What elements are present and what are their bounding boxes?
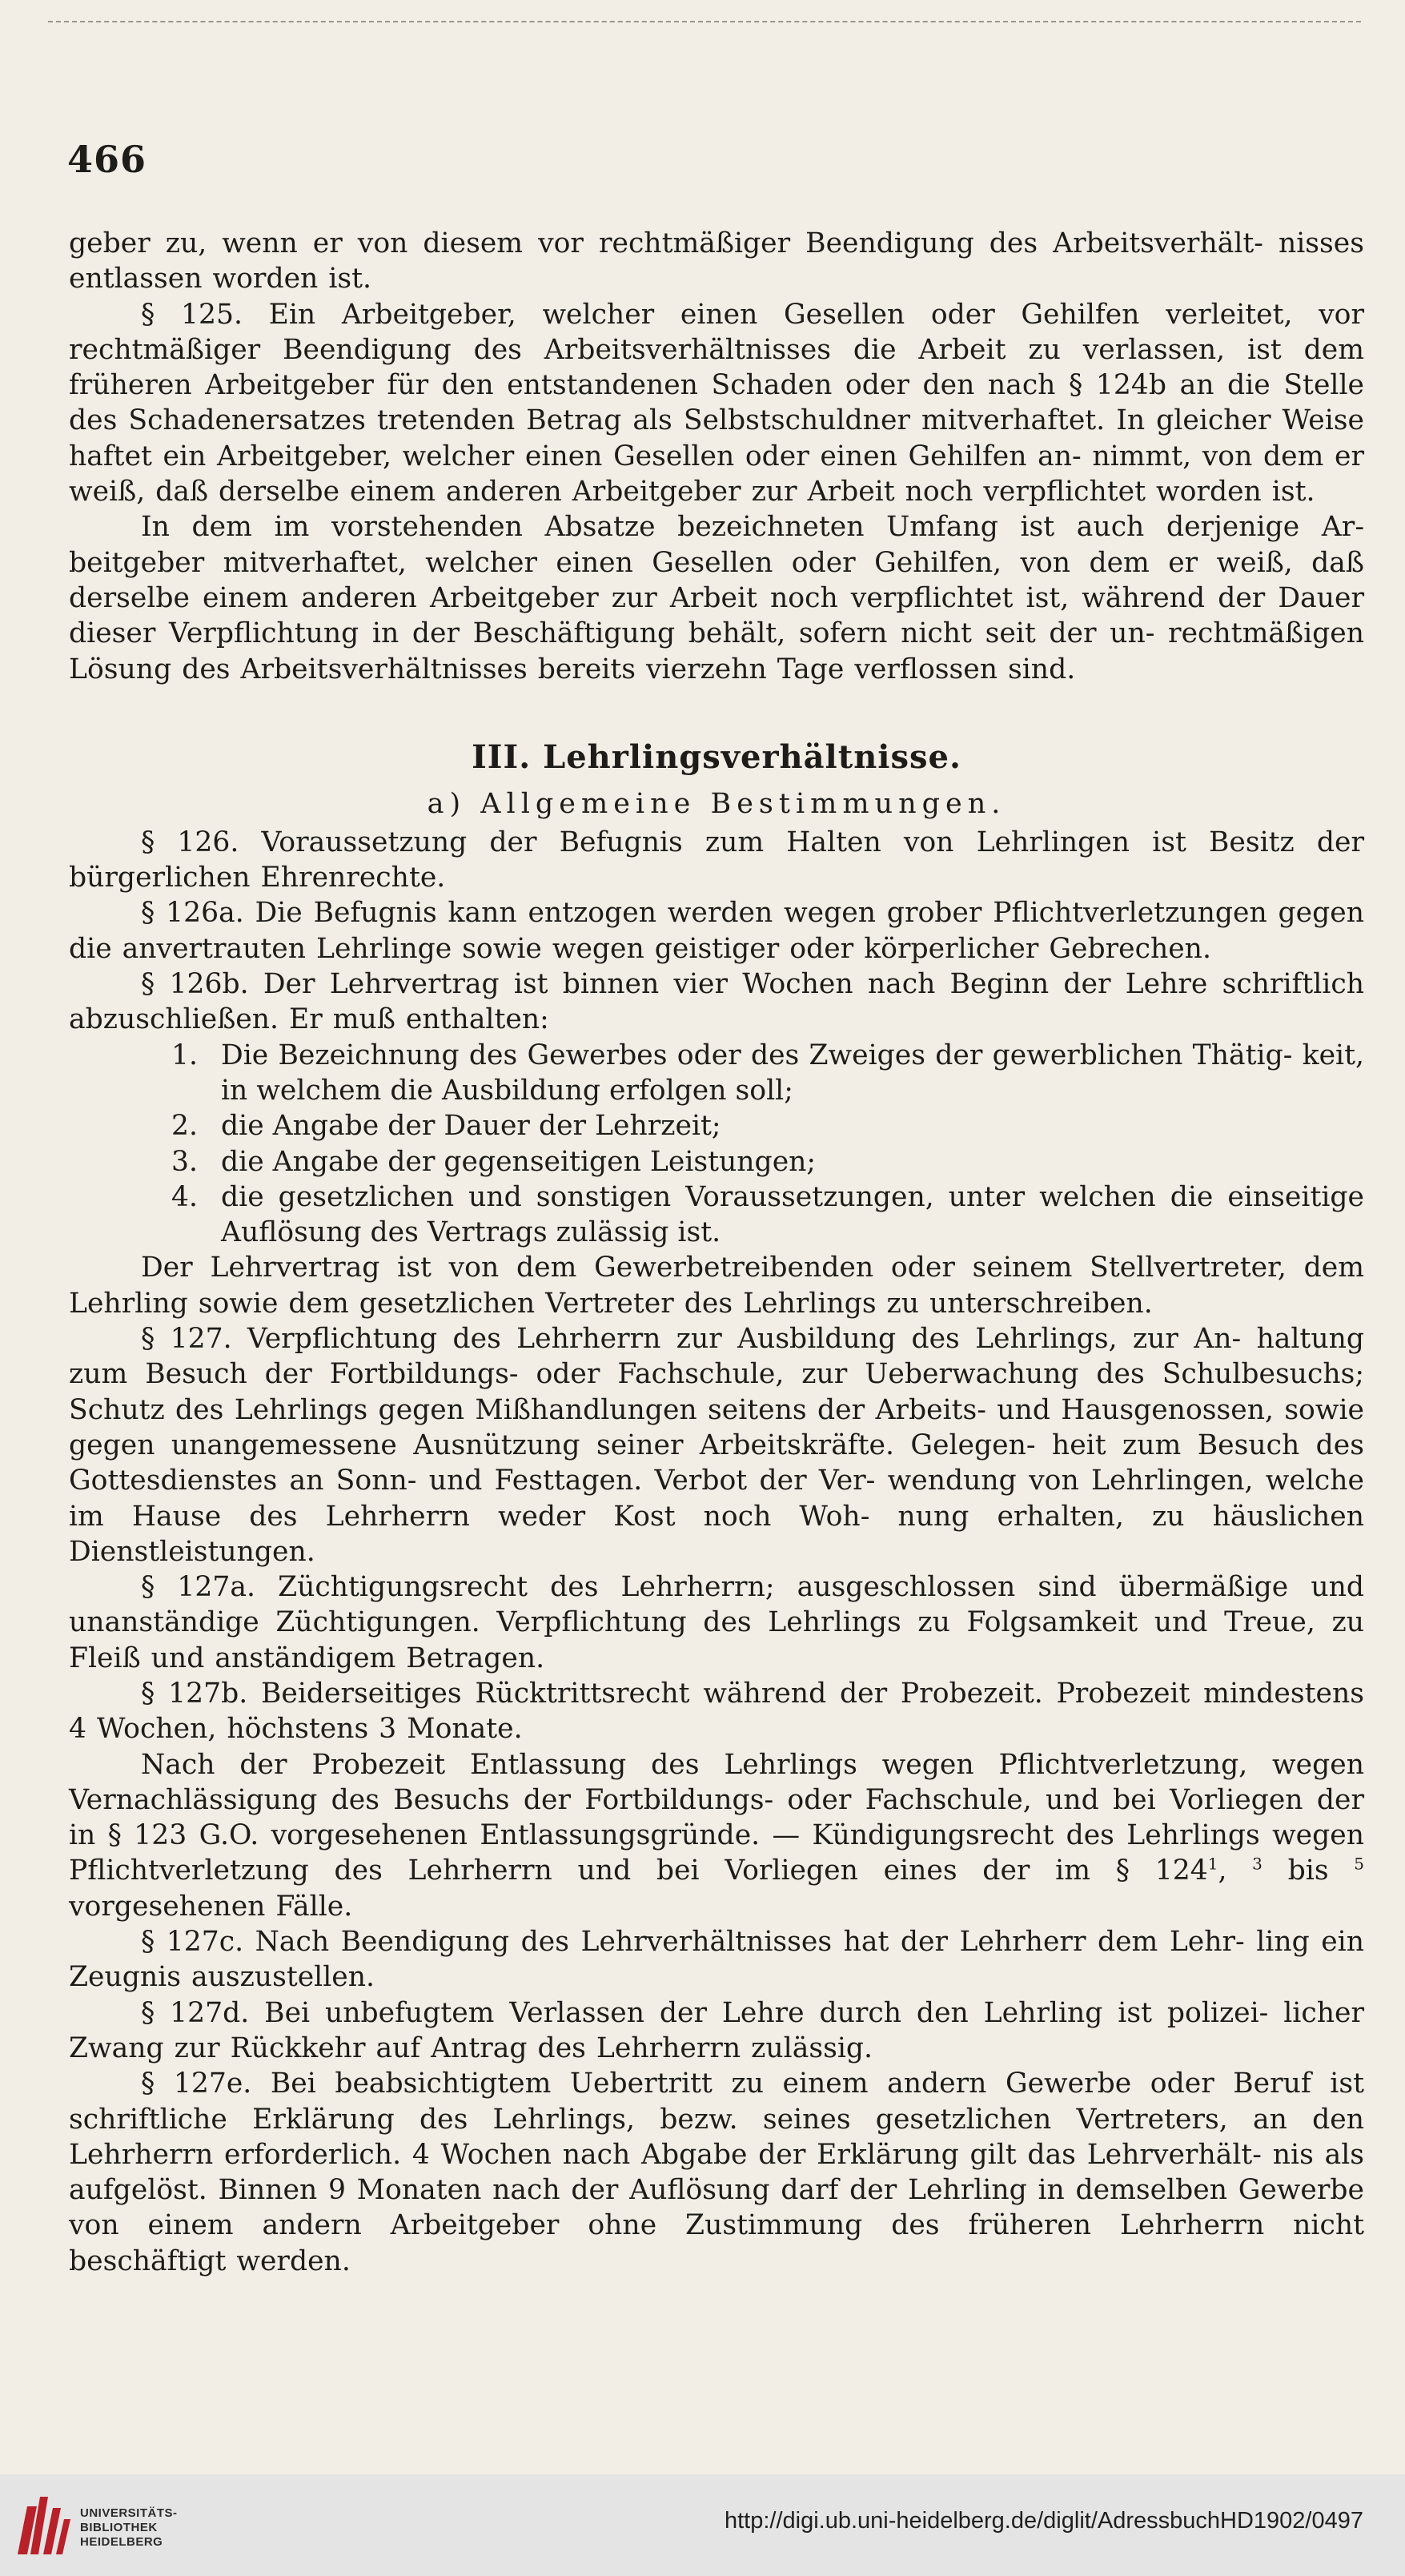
list-text: die Angabe der Dauer der Lehrzeit; bbox=[221, 1110, 721, 1143]
paragraph-127c: § 127c. Nach Beendigung des Lehrverhältnisses hat der Lehrherr dem Lehr- ling ein Zeugnis auszustellen. bbox=[69, 1926, 1364, 1994]
paragraph-126: § 126. Voraussetzung der Befugnis zum Halten von Lehrlingen ist Besitz der bürgerlichen Ehrenrechte. bbox=[69, 826, 1364, 894]
source-url-link[interactable]: http://digi.ub.uni-heidelberg.de/diglit/AdressbuchHD1902/0497 bbox=[724, 2508, 1363, 2534]
top-rule bbox=[48, 21, 1361, 22]
paragraph-127d: § 127d. Bei unbefugtem Verlassen der Lehre durch den Lehrling ist polizei- licher Zwang zur Rückkehr auf Antrag des Lehrherrn zulässig. bbox=[69, 1996, 1364, 2064]
paragraph-127a: § 127a. Züchtigungsrecht des Lehrherrn; ausgeschlossen sind übermäßige und unanständige Züchtigungen. Verpflichtung des Lehrlings zu Folgsamkeit und Treue, zu Fleiß und anständigem Betragen. bbox=[69, 1571, 1364, 1674]
requirements-list bbox=[69, 1038, 1364, 1251]
library-logo-icon bbox=[13, 2490, 77, 2559]
paragraph-126b: § 126b. Der Lehrvertrag ist binnen vier Wochen nach Beginn der Lehre schriftlich abzuschließen. Er muß enthalten: bbox=[69, 968, 1364, 1036]
footer-bar bbox=[0, 2474, 1405, 2576]
library-name bbox=[80, 2506, 178, 2550]
text-run: vorgesehenen Fälle. bbox=[69, 1890, 353, 1923]
section-title: III. Lehrlingsverhältnisse. bbox=[472, 737, 961, 776]
paragraph-continuation: geber zu, wenn er von diesem vor rechtmäßiger Beendigung des Arbeitsverhält- nisses entlassen worden ist. bbox=[69, 227, 1364, 295]
list-number: 1. bbox=[171, 1039, 198, 1071]
library-name-line: HEIDELBERG bbox=[80, 2535, 163, 2549]
list-text: die Angabe der gegenseitigen Leistungen; bbox=[221, 1145, 817, 1178]
list-number: 3. bbox=[171, 1145, 198, 1178]
superscript: 5 bbox=[1354, 1854, 1365, 1874]
list-item bbox=[69, 1038, 1364, 1109]
paragraph-126a: § 126a. Die Befugnis kann entzogen werden wegen grober Pflichtverletzungen gegen die anvertrauten Lehrlinge sowie wegen geistiger oder körperlicher Gebrechen. bbox=[69, 897, 1364, 965]
paragraph-127b: § 127b. Beiderseitiges Rücktrittsrecht während der Probezeit. Probezeit mindestens 4 Wochen, höchstens 3 Monate. bbox=[69, 1677, 1364, 1746]
paragraph-125: § 125. Ein Arbeitgeber, welcher einen Gesellen oder Gehilfen verleitet, vor rechtmäßiger Beendigung des Arbeitsverhältnisses die Arbeit zu verlassen, ist dem früheren Arbeitgeber für den entstandenen Schaden oder den nach § 124b an die Stelle des Schadenersatzes tretenden Betrag als Selbstschuldner mitverhaftet. In gleicher Weise haftet ein Arbeitgeber, welcher einen Gesellen oder einen Gehilfen an- nimmt, von dem er weiß, daß derselbe einem anderen Arbeitgeber zur Arbeit noch verpflichtet worden ist. bbox=[69, 298, 1364, 508]
superscript: 1 bbox=[1207, 1854, 1218, 1874]
paragraph-127e: § 127e. Bei beabsichtigtem Uebertritt zu einem andern Gewerbe oder Beruf ist schriftliche Erklärung des Lehrlings, bezw. seines gesetzlichen Vertreters, an den Lehrherrn erforderlich. 4 Wochen nach Abgabe der Erklärung gilt das Lehrverhält- nis als aufgelöst. Binnen 9 Monaten nach der Auflösung darf der Lehrling in demselben Gewerbe von einem andern Arbeitgeber ohne Zustimmung des früheren Lehrherrn nicht beschäftigt werden. bbox=[69, 2068, 1364, 2277]
subsection-title: a) Allgemeine Bestimmungen. bbox=[427, 787, 1006, 820]
text-run: Nach der Probezeit Entlassung des Lehrlings wegen Pflichtverletzung, wegen Vernachlässigung des Besuchs der Fortbildungs- oder Fachschule, und bei Vorliegen der in § 123 G.O. vorgesehenen Entlassungsgründe. — Kündigungsrecht des Lehrlings wegen Pflichtverletzung des Lehrherrn und bei Vorliegen eines der im § 124 bbox=[69, 1748, 1364, 1887]
text-run: bis bbox=[1262, 1855, 1355, 1887]
list-item bbox=[69, 1179, 1364, 1251]
list-item bbox=[69, 1108, 1364, 1143]
list-number: 2. bbox=[171, 1110, 198, 1143]
list-item bbox=[69, 1144, 1364, 1179]
superscript: 3 bbox=[1252, 1854, 1262, 1874]
list-text: die gesetzlichen und sonstigen Voraussetzungen, unter welchen die einseitige Auflösung des Vertrags zulässig ist. bbox=[221, 1180, 1364, 1249]
list-number: 4. bbox=[171, 1180, 198, 1213]
list-text: Die Bezeichnung des Gewerbes oder des Zweiges der gewerblichen Thätig- keit, in welchem die Ausbildung erfolgen soll; bbox=[221, 1039, 1364, 1107]
page-content bbox=[69, 226, 1364, 2279]
paragraph-125-cont: In dem im vorstehenden Absatze bezeichneten Umfang ist auch derjenige Ar- beitgeber mitverhaftet, welcher einen Gesellen oder Gehilfen, von dem er weiß, daß derselbe einem anderen Arbeitgeber zur Arbeit noch verpflichtet ist, während der Dauer dieser Verpflichtung in der Beschäftigung behält, sofern nicht seit der un- rechtmäßigen Lösung des Arbeitsverhältnisses bereits vierzehn Tage verflossen sind. bbox=[69, 511, 1364, 685]
paragraph-127: § 127. Verpflichtung des Lehrherrn zur Ausbildung des Lehrlings, zur An- haltung zum Besuch der Fortbildungs- oder Fachschule, zur Ueberwachung des Schulbesuchs; Schutz des Lehrlings gegen Mißhandlungen seitens der Arbeits- und Hausgenossen, sowie gegen unangemessene Ausnützung seiner Arbeitskräfte. Gelegen- heit zum Besuch des Gottesdienstes an Sonn- und Festtagen. Verbot der Ver- wendung von Lehrlingen, welche im Hause des Lehrherrn weder Kost noch Woh- nung erhalten, zu häuslichen Dienstleistungen. bbox=[69, 1323, 1364, 1568]
library-name-line: BIBLIOTHEK bbox=[80, 2521, 158, 2534]
paragraph-127b-cont bbox=[69, 1747, 1364, 1924]
page-number: 466 bbox=[67, 138, 147, 181]
text-run: , bbox=[1218, 1855, 1253, 1887]
library-name-line: UNIVERSITÄTS- bbox=[80, 2506, 178, 2520]
paragraph-lehrvertrag: Der Lehrvertrag ist von dem Gewerbetreibenden oder seinem Stellvertreter, dem Lehrling sowie dem gesetzlichen Vertreter des Lehrlings zu unterschreiben. bbox=[69, 1252, 1364, 1320]
